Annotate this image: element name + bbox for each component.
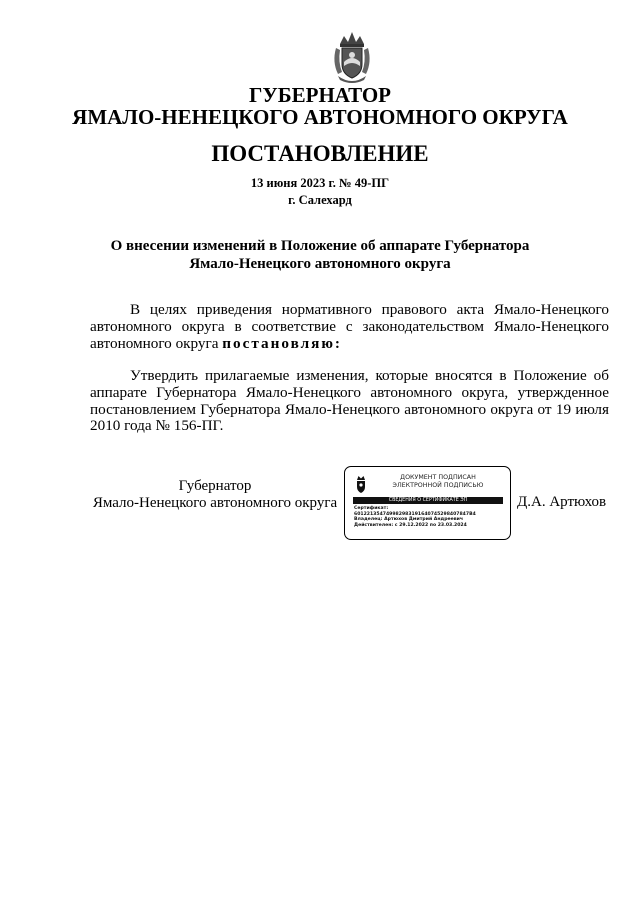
signatory-name: Д.А. Артюхов (517, 494, 607, 510)
document-type: ПОСТАНОВЛЕНИЕ (211, 141, 429, 166)
stamp-heading-line-1: ДОКУМЕНТ ПОДПИСАН (400, 474, 476, 481)
document-date-number: 13 июня 2023 г. № 49-ПГ (250, 176, 390, 190)
body-paragraph-1 (90, 302, 609, 352)
resolution-word: постановляю: (222, 334, 342, 352)
signatory-title (90, 478, 340, 512)
stamp-owner: Владелец: Артюхов Дмитрий Андреевич (354, 517, 464, 523)
stamp-validity: Действителен: с 29.12.2022 по 23.03.2024 (354, 523, 467, 529)
signatory-title-line-1: Губернатор (178, 478, 252, 494)
document-city: г. Салехард (288, 193, 352, 207)
body-paragraph-1-text: В целях приведения нормативного правового акта Ямало-Ненецкого автономного округа в соответствие с законодательством Ямало-Ненецкого автономного округа (90, 301, 609, 352)
electronic-signature-stamp (344, 466, 511, 540)
coat-of-arms-icon (330, 28, 374, 86)
stamp-info-bar: СВЕДЕНИЯ О СЕРТИФИКАТЕ ЭП (353, 497, 503, 504)
stamp-emblem-icon (353, 474, 369, 495)
body-paragraph-2: Утвердить прилагаемые изменения, которые вносятся в Положение об аппарате Губернатора Ямало-Ненецкого автономного округа, утвержденное постановлением Губернатора Ямало-Ненецкого автономного округа от 19 июля 2010 года № 156-ПГ. (90, 367, 609, 435)
stamp-cert-label: Сертификат: (354, 506, 389, 511)
stamp-heading-line-2: ЭЛЕКТРОННОЙ ПОДПИСЬЮ (392, 482, 484, 489)
authority-title: ГУБЕРНАТОР (248, 83, 392, 107)
subject-line-2: Ямало-Ненецкого автономного округа (189, 256, 451, 272)
authority-region: ЯМАЛО-НЕНЕЦКОГО АВТОНОМНОГО ОКРУГА (72, 105, 568, 129)
signatory-title-line-2: Ямало-Ненецкого автономного округа (92, 495, 338, 511)
subject-line-1: О внесении изменений в Положение об аппарате Губернатора (110, 238, 530, 254)
stamp-details (354, 506, 506, 529)
stamp-cert-value: 601221354749982983191640745298407847B4 (354, 511, 476, 517)
stamp-heading (373, 474, 503, 490)
